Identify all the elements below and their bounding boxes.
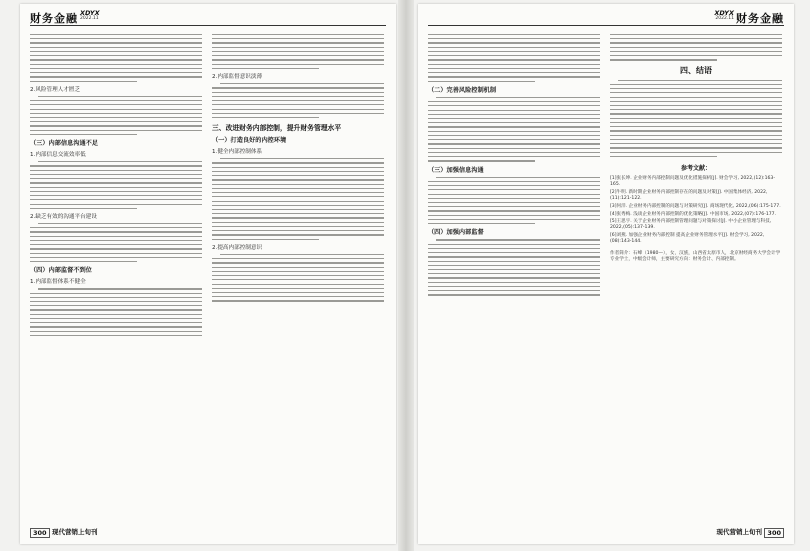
journal-name: 现代营销上旬刊 bbox=[52, 528, 98, 536]
reference-item: [1]张长坤. 企业财务内部控制问题及优化措施探析[J]. 财会学习, 2022,(12):163-165. bbox=[610, 176, 776, 188]
page-number: 300 bbox=[764, 528, 784, 538]
subheading: 1.内部监督体系不健全 bbox=[30, 279, 86, 286]
reference-item: [6]刘燕. 加强企业财务内部控制 提高企业财务管理水平[J]. 财会学习, 2022,(08):143-144. bbox=[610, 233, 765, 245]
paragraph bbox=[212, 34, 384, 69]
section-heading: （四）加强内部监督 bbox=[428, 229, 484, 237]
paragraph bbox=[428, 97, 600, 162]
subheading: 2.提高内部控制意识 bbox=[212, 244, 263, 251]
section-heading: （二）完善风险控制机制 bbox=[428, 86, 497, 94]
right-page-footer bbox=[428, 528, 784, 538]
chapter-heading: 三、改进财务内部控制，提升财务管理水平 bbox=[212, 124, 342, 133]
left-page-footer bbox=[30, 528, 386, 538]
magazine-section-title: 财务金融 bbox=[736, 12, 784, 25]
reference-item: [2]牛明. 新时期企业财务内部控制存在的问题及对策[J]. 中国集体经济, 2022,(11):121-122. bbox=[610, 189, 768, 202]
paragraph bbox=[30, 288, 202, 336]
subheading: 2.缺乏有效的沟通平台建设 bbox=[30, 213, 97, 220]
paragraph bbox=[30, 223, 202, 262]
paragraph bbox=[30, 161, 202, 209]
author-bio: 作者简介：石峰（1980—），女，汉族，山西省太原市人，北京财经商务大学会计学专业学士，中级会计师，主要研究方向：财务会计、内部控制。 bbox=[610, 250, 781, 262]
paragraph bbox=[212, 158, 384, 240]
paragraph bbox=[212, 83, 384, 118]
right-column-1 bbox=[428, 34, 600, 520]
paragraph bbox=[30, 34, 202, 82]
book-gutter bbox=[398, 0, 414, 551]
subheading: 2.风险管理人才匮乏 bbox=[30, 86, 81, 93]
right-page-header bbox=[428, 10, 784, 30]
paragraph bbox=[30, 96, 202, 135]
left-page-header bbox=[30, 10, 386, 30]
left-page bbox=[20, 4, 396, 544]
header-rule bbox=[30, 25, 386, 26]
section-heading: （四）内部监督不到位 bbox=[30, 267, 92, 275]
paragraph bbox=[428, 239, 600, 295]
paragraph bbox=[428, 177, 600, 225]
reference-item: [4]张秀梅. 浅谈企业财务内部控制的优化策略[J]. 中国市场, 2022,(07):176-177. bbox=[610, 211, 777, 217]
reference-item: [5]王思宇. 关于企业财务内部控制管理问题与对策探讨[J]. 中小企业管理与科技, 2022,(05):137-139. bbox=[610, 219, 772, 231]
page-number: 300 bbox=[30, 528, 50, 538]
paragraph bbox=[610, 34, 782, 61]
magazine-section-title: 财务金融 bbox=[30, 12, 78, 25]
paragraph bbox=[428, 34, 600, 82]
right-column-2 bbox=[610, 34, 782, 520]
header-rule bbox=[428, 25, 784, 26]
paragraph bbox=[610, 80, 782, 157]
subheading: 1.内部信息交流效率低 bbox=[30, 152, 86, 159]
right-page bbox=[418, 4, 794, 544]
subheading: 1.健全内部控制体系 bbox=[212, 149, 263, 156]
left-column-2 bbox=[212, 34, 384, 520]
journal-name: 现代营销上旬刊 bbox=[716, 528, 762, 536]
left-column-1 bbox=[30, 34, 202, 520]
paragraph bbox=[212, 254, 384, 302]
section-heading: （三）加强信息沟通 bbox=[428, 166, 484, 174]
reference-item: [3]何洋. 企业财务内部控制的问题与对策研究[J]. 商场现代化, 2022,(06):175-177. bbox=[610, 203, 781, 209]
section-heading: （三）内部信息沟通不足 bbox=[30, 140, 99, 148]
magazine-issue: 2022.11 bbox=[80, 16, 99, 21]
subheading: 2.内部监督意识淡薄 bbox=[212, 74, 263, 81]
conclusion-heading: 四、结语 bbox=[680, 65, 712, 75]
section-heading: （一）打造良好的内控环境 bbox=[212, 137, 287, 145]
magazine-issue: 2022.11 bbox=[715, 16, 734, 21]
magazine-code: XDYX bbox=[80, 9, 100, 17]
magazine-code: XDYX bbox=[714, 9, 734, 17]
references-title: 参考文献： bbox=[680, 165, 711, 172]
